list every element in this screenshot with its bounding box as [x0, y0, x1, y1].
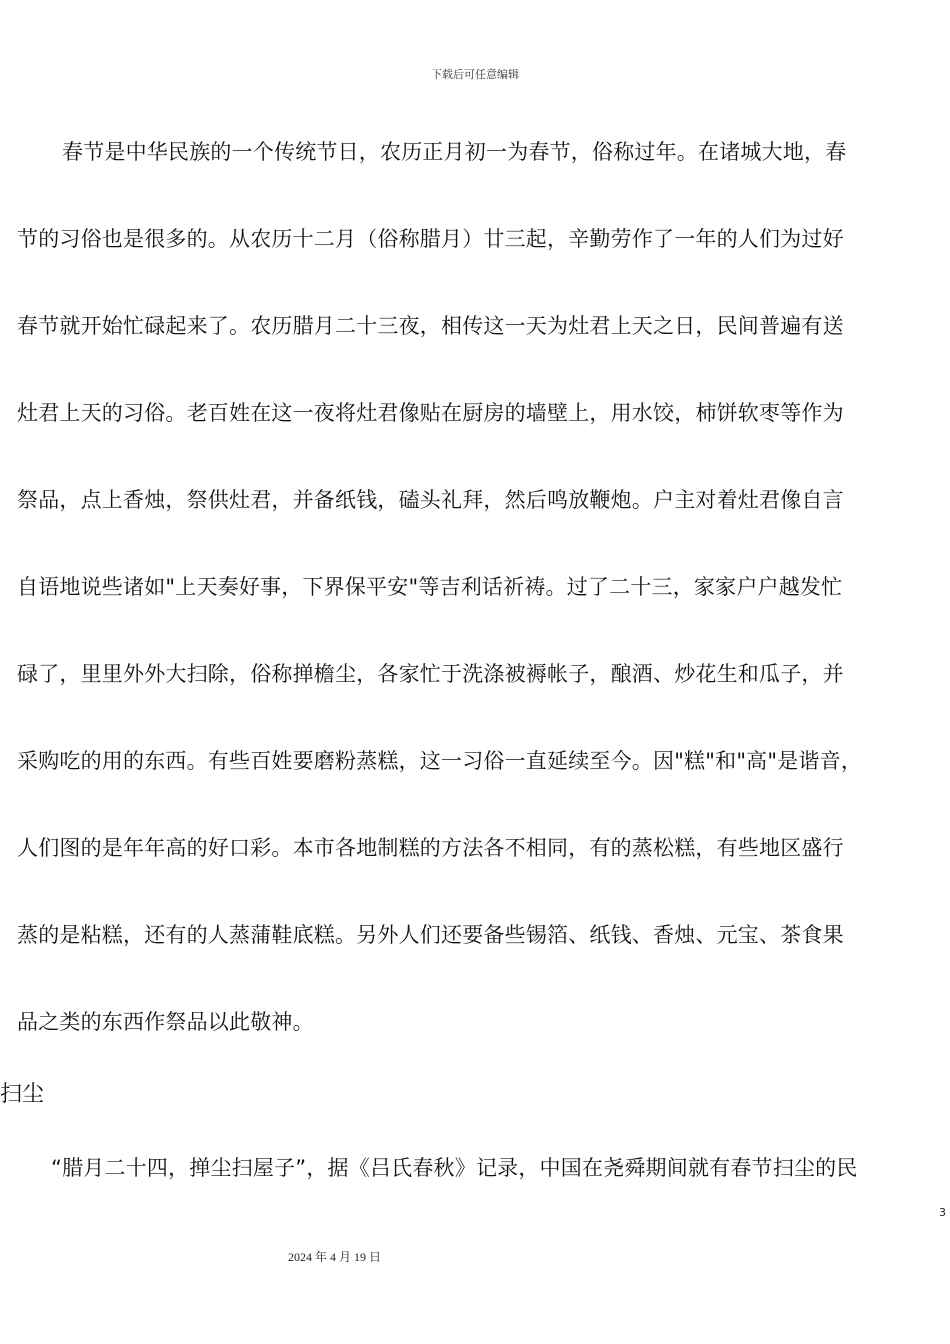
paragraph-line: 碌了，里里外外大扫除，俗称掸檐尘，各家忙于洗涤被褥帐子，酿酒、炒花生和瓜子，并 — [17, 662, 844, 686]
section-paragraph-line: “腊月二十四，掸尘扫屋子”，据《吕氏春秋》记录，中国在尧舜期间就有春节扫尘的民 — [51, 1156, 858, 1180]
paragraph-line: 蒸的是粘糕，还有的人蒸蒲鞋底糕。另外人们还要备些锡箔、纸钱、香烛、元宝、茶食果 — [17, 923, 844, 947]
paragraph-line: 自语地说些诸如"上天奏好事，下界保平安"等吉利话祈祷。过了二十三，家家户户越发忙 — [17, 575, 843, 599]
paragraph-line: 春节是中华民族的一个传统节日，农历正月初一为春节，俗称过年。在诸城大地，春 — [62, 140, 847, 164]
section-heading: 扫尘 — [0, 1082, 45, 1107]
paragraph-line: 品之类的东西作祭品以此敬神。 — [17, 1010, 314, 1034]
paragraph-line: 春节就开始忙碌起来了。农历腊月二十三夜，相传这一天为灶君上天之日，民间普遍有送 — [17, 314, 844, 338]
download-note: 下载后可任意编辑 — [431, 68, 519, 81]
paragraph-line: 灶君上天的习俗。老百姓在这一夜将灶君像贴在厨房的墙壁上，用水饺，柿饼软枣等作为 — [17, 401, 844, 425]
paragraph-line: 祭品，点上香烛，祭供灶君，并备纸钱，磕头礼拜，然后鸣放鞭炮。户主对着灶君像自言 — [17, 488, 844, 512]
paragraph-line: 人们图的是年年高的好口彩。本市各地制糕的方法各不相同，有的蒸松糕，有些地区盛行 — [17, 836, 844, 860]
paragraph-line: 采购吃的用的东西。有些百姓要磨粉蒸糕，这一习俗一直延续至今。因"糕"和"高"是谐音， — [17, 749, 863, 773]
page-number: 3 — [939, 1206, 946, 1219]
page-date: 2024 年 4 月 19 日 — [288, 1250, 382, 1264]
paragraph-line: 节的习俗也是很多的。从农历十二月（俗称腊月）廿三起，辛勤劳作了一年的人们为过好 — [17, 227, 844, 251]
